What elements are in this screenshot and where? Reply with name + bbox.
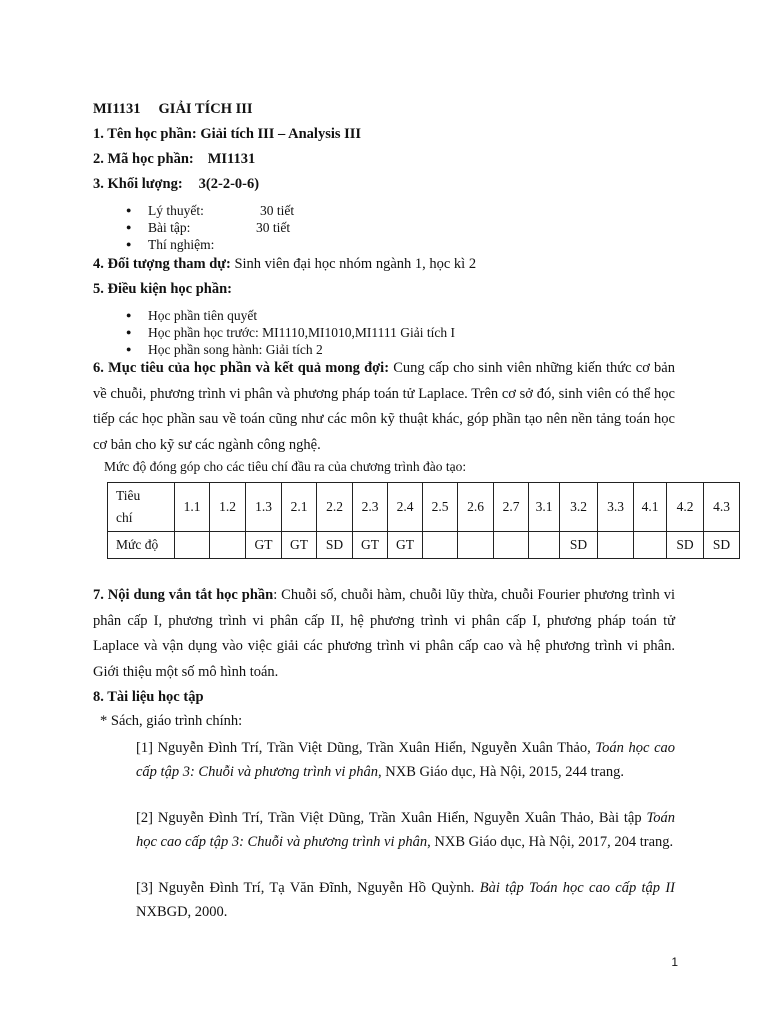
- section-1-value: Giải tích III – Analysis III: [200, 126, 362, 142]
- table-cell: SD: [317, 532, 353, 559]
- table-cell: [458, 532, 494, 559]
- reference-number: [2]: [136, 810, 153, 826]
- table-cell: GT: [353, 532, 388, 559]
- table-cell: SD: [704, 532, 740, 559]
- section-4-label: 4. Đối tượng tham dự:: [93, 256, 231, 272]
- reference-item: [1] Nguyễn Đình Trí, Trần Việt Dũng, Trần Xuân Hiển, Nguyễn Xuân Thảo, Toán học cao cấp tập 3: Chuỗi và phương trình vi phân, NXB Giáo dục, Hà Nội, 2015, 244 trang.: [136, 740, 676, 780]
- table-cell: SD: [560, 532, 598, 559]
- table-cell: 1.3: [246, 483, 282, 532]
- section-4-value: Sinh viên đại học nhóm ngành 1, học kì 2: [234, 256, 477, 272]
- section-5: [93, 281, 232, 298]
- list-item: ● Lý thuyết: 30 tiết: [124, 202, 294, 219]
- reference-number: [3]: [136, 880, 153, 896]
- table-cell: 4.3: [704, 483, 740, 532]
- table-cell: SD: [667, 532, 704, 559]
- table-cell: [634, 532, 667, 559]
- section-3-value: 3(2-2-0-6): [198, 176, 260, 192]
- table-cell: 2.3: [353, 483, 388, 532]
- table-row-header: Tiêu chí: [108, 483, 175, 532]
- section-8-label: 8. Tài liệu học tập: [93, 689, 204, 705]
- table-cell: 2.6: [458, 483, 494, 532]
- table-cell: GT: [246, 532, 282, 559]
- list-item: ● Học phần tiên quyết: [124, 307, 455, 324]
- table-cell: 2.7: [494, 483, 529, 532]
- table-cell: GT: [388, 532, 423, 559]
- table-cell: [210, 532, 246, 559]
- section-2: [93, 151, 255, 168]
- course-title: [93, 101, 253, 118]
- table-cell: [175, 532, 210, 559]
- section-7-text: : Chuỗi số, chuỗi hàm, chuỗi lũy thừa, chuỗi Fourier phương trình vi phân cấp I, phương trình vi phân cấp II, hệ phương trình vi phân cấp I, phương pháp toán tử Laplace và vận dụng vào việc giải các phương trình vi phân cấp cao và hệ phương trình vi phân. Giới thiệu một số mô hình toán.: [93, 587, 675, 680]
- contribution-caption: Mức độ đóng góp cho các tiêu chí đầu ra của chương trình đào tạo:: [104, 459, 467, 474]
- reference-title: Toán học cao cấp tập 3: Chuỗi và phương trình vi phân: [136, 810, 676, 850]
- section-8-subheading: * Sách, giáo trình chính:: [100, 713, 243, 729]
- section-6-text: Cung cấp cho sinh viên những kiến thức cơ bản về chuỗi, phương trình vi phân và phương pháp toán tử Laplace. Trên cơ sở đó, sinh viên có thể học tiếp các học phần sau về toán cũng như các môn kỹ thuật khác, góp phần tạo nên nền tảng toán học cơ bản cho kỹ sư các ngành công nghệ.: [93, 360, 675, 453]
- list-item: ● Học phần song hành: Giải tích 2: [124, 341, 455, 358]
- section-7: [93, 583, 675, 685]
- table-row: [108, 483, 740, 532]
- page-number: 1: [671, 955, 678, 969]
- table-cell: 1.2: [210, 483, 246, 532]
- table-cell: 3.3: [598, 483, 634, 532]
- reference-item: [3] Nguyễn Đình Trí, Tạ Văn Đĩnh, Nguyễn Hồ Quỳnh. Bài tập Toán học cao cấp tập II NXBGD, 2000.: [136, 880, 676, 920]
- table-cell: 2.5: [423, 483, 458, 532]
- table-cell: 2.4: [388, 483, 423, 532]
- course-name: GIẢI TÍCH III: [158, 101, 253, 117]
- reference-title: Bài tập Toán học cao cấp tập II: [479, 880, 676, 896]
- table-cell: 1.1: [175, 483, 210, 532]
- list-item: ● Thí nghiệm:: [124, 236, 294, 253]
- list-item: ● Bài tập: 30 tiết: [124, 219, 294, 236]
- table-cell: 2.2: [317, 483, 353, 532]
- section-4: [93, 256, 476, 273]
- table-cell: [529, 532, 560, 559]
- reference-title: Toán học cao cấp tập 3: Chuỗi và phương trình vi phân: [136, 740, 676, 780]
- table-row: [108, 532, 740, 559]
- section-5-label: 5. Điều kiện học phần:: [93, 281, 232, 297]
- section-1: [93, 126, 361, 143]
- section-6: [93, 356, 675, 458]
- section-3-label: 3. Khối lượng:: [93, 176, 183, 192]
- section-3: [93, 176, 259, 193]
- criteria-table: [107, 482, 740, 559]
- reference-item: [2] Nguyễn Đình Trí, Trần Việt Dũng, Trần Xuân Hiển, Nguyễn Xuân Thảo, Bài tập Toán học cao cấp tập 3: Chuỗi và phương trình vi phân, NXB Giáo dục, Hà Nội, 2017, 204 trang.: [136, 810, 676, 850]
- table-row-header: Mức độ: [108, 532, 175, 559]
- list-item: ● Học phần học trước: MI1110,MI1010,MI1111 Giải tích I: [124, 324, 455, 341]
- prerequisite-list: [124, 307, 455, 358]
- section-6-label: 6. Mục tiêu của học phần và kết quả mong đợi:: [93, 360, 390, 376]
- table-cell: 4.1: [634, 483, 667, 532]
- table-cell: [494, 532, 529, 559]
- table-cell: [598, 532, 634, 559]
- workload-list: [124, 202, 294, 253]
- table-cell: [423, 532, 458, 559]
- section-2-value: MI1131: [207, 151, 256, 167]
- table-cell: GT: [282, 532, 317, 559]
- section-1-label: 1. Tên học phần:: [93, 126, 197, 142]
- table-cell: 4.2: [667, 483, 704, 532]
- course-code: MI1131: [93, 101, 141, 117]
- reference-number: [1]: [136, 740, 153, 756]
- section-7-label: 7. Nội dung vắn tắt học phần: [93, 587, 274, 603]
- section-2-label: 2. Mã học phần:: [93, 151, 194, 167]
- table-cell: 3.2: [560, 483, 598, 532]
- table-cell: 3.1: [529, 483, 560, 532]
- table-cell: 2.1: [282, 483, 317, 532]
